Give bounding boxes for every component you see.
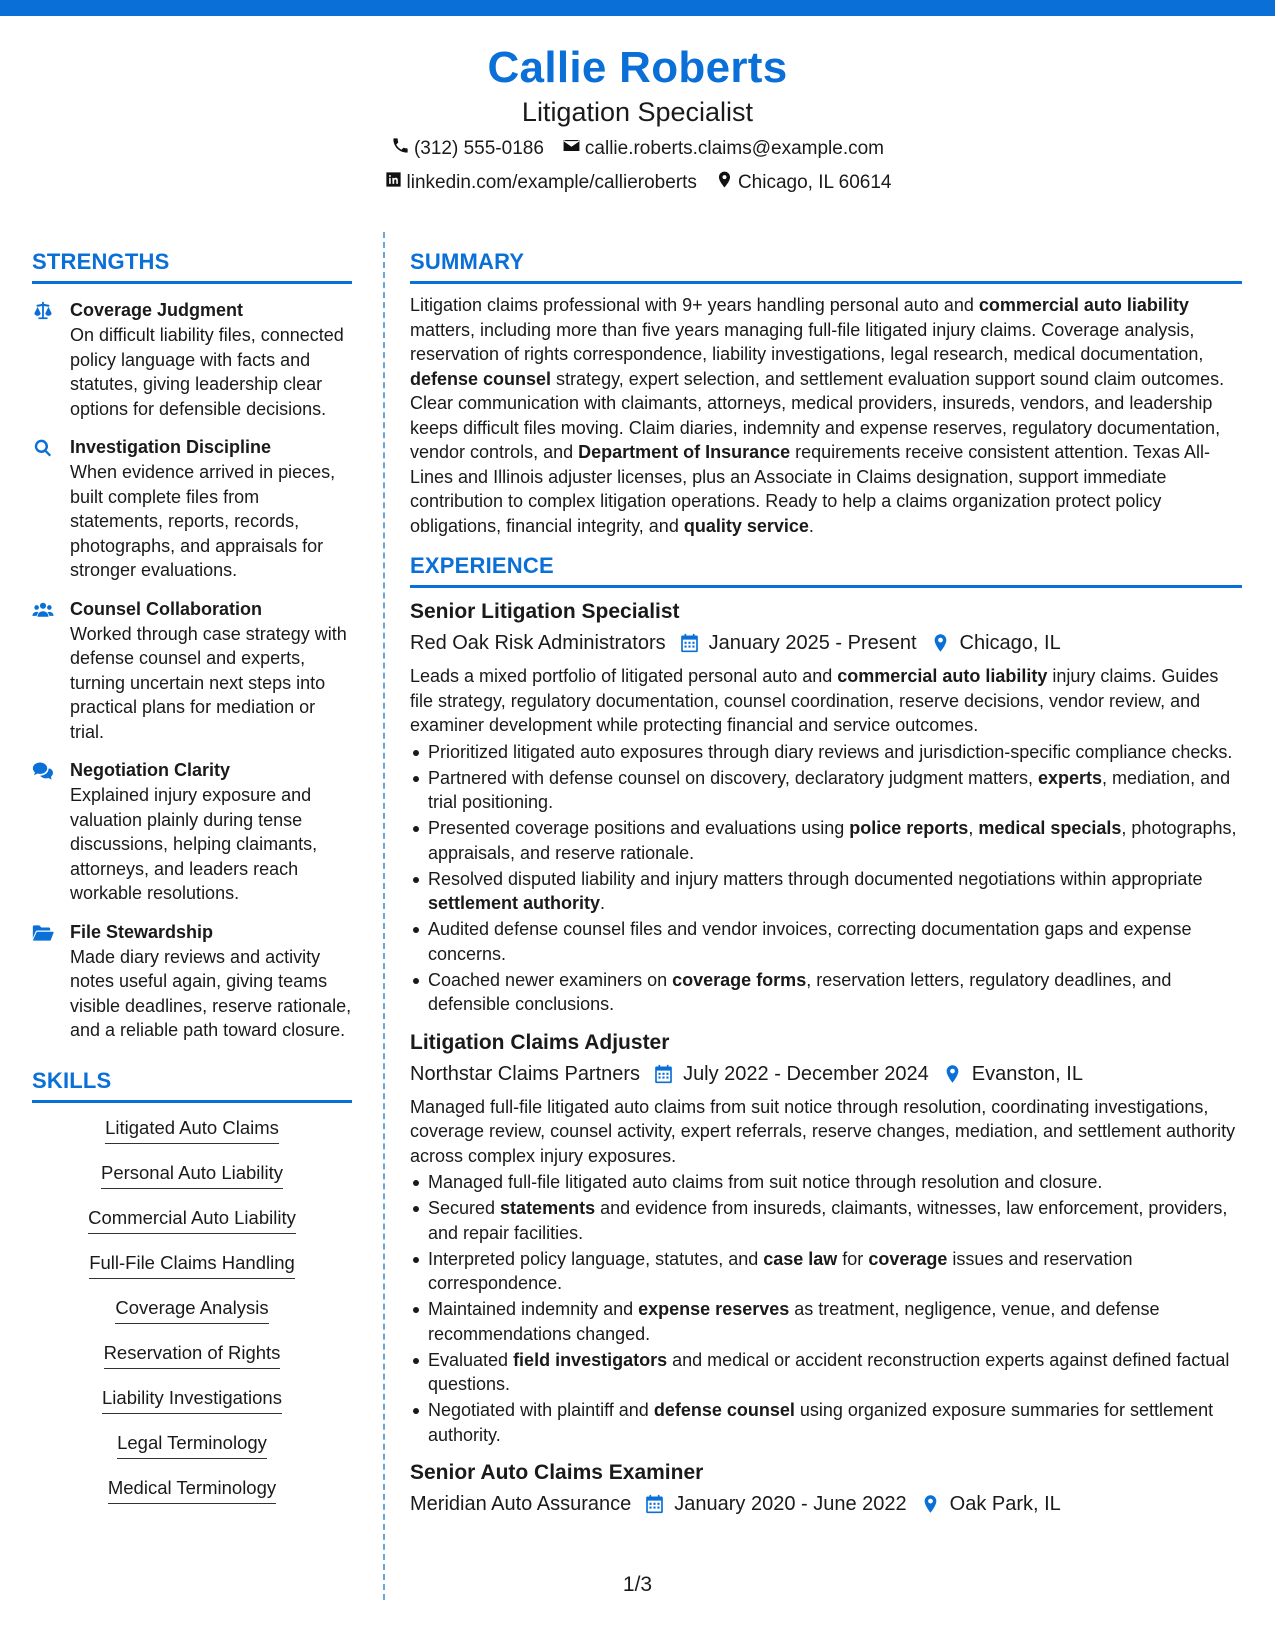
strength-text: On difficult liability files, connected policy language with facts and statutes, giving leadership clear options for defensible decisions.: [70, 325, 344, 419]
job-dates: January 2020 - June 2022: [674, 1493, 907, 1515]
bullet-item: [410, 766, 1242, 815]
summary-text: [410, 293, 1242, 538]
bullet-item: [410, 867, 1242, 916]
job-location: Chicago, IL: [959, 632, 1061, 654]
map-pin-icon: [931, 633, 950, 653]
bold-text: statements: [500, 1198, 596, 1218]
job-location: Evanston, IL: [971, 1062, 1083, 1085]
contact-email[interactable]: [562, 136, 884, 162]
text-run: using organized exposure summaries for settlement authority.: [428, 1400, 1214, 1445]
job-title: Litigation Claims Adjuster: [410, 1030, 670, 1054]
strength-body: [70, 435, 352, 583]
strength-text: When evidence arrived in pieces, built complete files from statements, reports, records, photographs, and appraisals for stronger evaluations.: [70, 462, 336, 580]
calendar-icon: [680, 633, 699, 653]
bold-text: field investigators: [513, 1349, 668, 1370]
job-bullets: [410, 740, 1242, 1017]
text-run: Interpreted policy language, statutes, and: [428, 1248, 764, 1269]
bold-text: experts: [1037, 767, 1103, 788]
text-run: Coached newer examiners on: [428, 969, 673, 990]
search-icon: [32, 435, 70, 583]
strength-title: Counsel Collaboration: [70, 598, 263, 619]
folder-open-icon: [32, 920, 70, 1043]
map-pin-icon: [715, 170, 734, 196]
text-run: Partnered with defense counsel on discovery, declaratory judgment matters,: [428, 767, 1038, 788]
text-run: requirements receive consistent attention. Texas All-Lines and Illinois adjuster licenses, plus an Associate in Claims designation, support immediate contribution to complex litigation operations. Ready to help a claims organization protect policy obligations, financial integrity, and: [410, 442, 1211, 536]
bold-text: quality service: [683, 515, 809, 536]
text-run: strategy, expert selection, and settlement evaluation support sound claim outcomes. Clear communication with claimants, attorneys, medical providers, insureds, vendors, and leadership keeps difficult files moving. Claim diaries, indemnity and expense reserves, regulatory documentation, vendor controls, and: [410, 368, 1225, 462]
text-run: injury claims. Guides file strategy, regulatory documentation, counsel coordination, reserve decisions, vendor review, and examiner development while protecting financial and service outcomes.: [410, 666, 1219, 735]
text-run: issues and reservation correspondence.: [428, 1248, 1133, 1293]
envelope-icon: [562, 136, 581, 162]
strength-item: [32, 597, 352, 745]
skill-tag: Medical Terminology: [108, 1475, 276, 1504]
bullet-item: [410, 1297, 1242, 1346]
bold-text: settlement authority: [428, 893, 601, 913]
contact-phone[interactable]: [391, 136, 544, 162]
experience-heading: EXPERIENCE: [410, 552, 1242, 588]
strength-text: Explained injury exposure and valuation plainly during tense discussions, helping claimants, attorneys, and leaders reach workable resolutions.: [70, 785, 318, 903]
job-entry: [410, 598, 1242, 1017]
left-column: [32, 248, 352, 1520]
strength-title: Negotiation Clarity: [70, 760, 231, 780]
bold-text: defense counsel: [653, 1400, 795, 1420]
strength-item: [32, 758, 352, 906]
phone-icon: [391, 136, 410, 162]
bold-text: expense reserves: [638, 1299, 790, 1319]
bold-text: defense counsel: [410, 368, 552, 389]
job-company: Northstar Claims Partners: [410, 1062, 641, 1085]
skill-tag: Legal Terminology: [117, 1430, 267, 1459]
strengths-list: [32, 298, 352, 1043]
contact-row-secondary: [0, 170, 1275, 196]
strength-body: [70, 758, 352, 906]
job-meta: [410, 1060, 1242, 1088]
candidate-name: Callie Roberts: [487, 43, 788, 92]
strength-item: [32, 920, 352, 1043]
text-run: and evidence from insureds, claimants, witnesses, law enforcement, providers, and repair facilities.: [428, 1198, 1228, 1243]
scale-icon: [32, 298, 70, 421]
text-run: Negotiated with plaintiff and: [428, 1400, 654, 1420]
bullet-item: [410, 1196, 1242, 1245]
strength-body: [70, 920, 352, 1043]
text-run: Managed full-file litigated auto claims from suit notice through resolution, coordinating investigations, coverage review, counsel activity, expert referrals, reserve changes, mediation, and settlement authority across complex injury exposures.: [410, 1096, 1236, 1166]
text-run: as treatment, negligence, venue, and defense recommendations changed.: [428, 1299, 1160, 1344]
skill-row: [32, 1250, 352, 1295]
text-run: Audited defense counsel files and vendor invoices, correcting documentation gaps and expense concerns.: [428, 919, 1192, 964]
bold-text: commercial auto liability: [837, 666, 1048, 686]
skill-row: [32, 1205, 352, 1250]
text-run: , photographs, appraisals, and reserve rationale.: [428, 818, 1237, 863]
bullet-item: [410, 1170, 1242, 1195]
strengths-heading: STRENGTHS: [32, 248, 352, 284]
skill-tag: Litigated Auto Claims: [105, 1115, 279, 1144]
job-entry: [410, 1459, 1242, 1518]
text-run: and medical or accident reconstruction experts against defined factual questions.: [428, 1349, 1230, 1394]
column-divider: [383, 232, 385, 1600]
contact-row-primary: [0, 136, 1275, 162]
text-run: ,: [968, 818, 979, 838]
comments-icon: [32, 758, 70, 906]
strength-text: Worked through case strategy with defense counsel and experts, turning uncertain next steps into practical plans for mediation or trial.: [70, 623, 347, 742]
bold-text: coverage forms: [672, 969, 807, 990]
skill-row: [32, 1295, 352, 1340]
bullet-item: [410, 1247, 1242, 1296]
skill-row: [32, 1385, 352, 1430]
strength-title: Investigation Discipline: [70, 437, 272, 457]
bullet-item: [410, 740, 1242, 765]
job-description: [410, 664, 1242, 738]
bold-text: case law: [763, 1248, 838, 1269]
job-dates: July 2022 - December 2024: [683, 1062, 929, 1085]
skill-tag: Commercial Auto Liability: [88, 1205, 296, 1234]
job-meta: [410, 1490, 1242, 1518]
strength-title: File Stewardship: [70, 921, 214, 942]
summary-heading: SUMMARY: [410, 248, 1242, 284]
bold-text: Department of Insurance: [578, 442, 791, 462]
strength-body: [70, 298, 352, 421]
experience-list: [410, 598, 1242, 1518]
bullet-item: [410, 816, 1242, 865]
text-run: Litigation claims professional with 9+ years handling personal auto and: [410, 295, 979, 315]
map-pin-icon: [943, 1064, 962, 1084]
text-run: for: [837, 1248, 869, 1269]
linkedin-text: linkedin.com/example/callieroberts: [406, 172, 697, 193]
skills-heading: SKILLS: [32, 1067, 352, 1103]
contact-location: [715, 170, 892, 196]
text-run: Leads a mixed portfolio of litigated personal auto and: [410, 666, 838, 686]
bold-text: police reports: [849, 818, 969, 838]
text-run: .: [808, 515, 814, 536]
bullet-item: [410, 968, 1242, 1017]
text-run: Managed full-file litigated auto claims from suit notice through resolution and closure.: [428, 1172, 1103, 1192]
text-run: , mediation, and trial positioning.: [428, 767, 1231, 812]
calendar-icon: [645, 1494, 664, 1514]
bold-text: coverage: [868, 1248, 948, 1269]
job-bullets: [410, 1170, 1242, 1447]
text-run: Maintained indemnity and: [428, 1299, 639, 1319]
skill-row: [32, 1115, 352, 1160]
top-accent-bar: [0, 0, 1275, 16]
strength-body: [70, 597, 352, 745]
bullet-item: [410, 917, 1242, 966]
right-column: [410, 248, 1242, 1518]
skill-tag: Coverage Analysis: [115, 1295, 268, 1324]
text-run: Secured: [428, 1198, 501, 1218]
text-run: Prioritized litigated auto exposures through diary reviews and jurisdiction-specific compliance checks.: [428, 741, 1233, 762]
text-run: Evaluated: [428, 1349, 514, 1370]
phone-text: (312) 555-0186: [413, 138, 544, 159]
linkedin-icon: [384, 170, 403, 196]
bullet-item: [410, 1348, 1242, 1397]
email-text: callie.roberts.claims@example.com: [584, 138, 885, 159]
candidate-title: Litigation Specialist: [521, 97, 754, 127]
strength-text: Made diary reviews and activity notes useful again, giving teams visible deadlines, reserve rationale, and a reliable path toward closure.: [70, 946, 352, 1040]
job-meta: [410, 629, 1242, 657]
contact-linkedin[interactable]: [384, 170, 697, 196]
skill-row: [32, 1475, 352, 1520]
calendar-icon: [654, 1064, 673, 1084]
job-dates: January 2025 - Present: [708, 632, 917, 654]
skill-tag: Liability Investigations: [102, 1385, 282, 1414]
text-run: matters, including more than five years managing full-file litigated injury claims. Coverage analysis, reservation of rights correspondence, liability investigations, legal research, medical documentation,: [410, 319, 1204, 364]
text-run: .: [600, 893, 606, 913]
map-pin-icon: [921, 1494, 940, 1514]
job-company: Meridian Auto Assurance: [410, 1493, 632, 1515]
skill-tag: Reservation of Rights: [104, 1340, 281, 1369]
job-company: Red Oak Risk Administrators: [410, 632, 666, 654]
text-run: , reservation letters, regulatory deadlines, and defensible conclusions.: [428, 969, 1172, 1014]
bullet-item: [410, 1398, 1242, 1447]
skill-tag: Personal Auto Liability: [101, 1160, 283, 1189]
users-icon: [32, 597, 70, 745]
strength-title: Coverage Judgment: [70, 300, 244, 320]
job-description: [410, 1095, 1242, 1169]
resume-header: [0, 42, 1275, 196]
page-number: 1/3: [622, 1573, 653, 1596]
location-text: Chicago, IL 60614: [737, 172, 892, 193]
strength-item: [32, 298, 352, 421]
bold-text: commercial auto liability: [978, 295, 1189, 315]
text-run: Presented coverage positions and evaluations using: [428, 818, 850, 838]
skill-row: [32, 1340, 352, 1385]
job-title: Senior Auto Claims Examiner: [410, 1461, 704, 1484]
job-entry: [410, 1029, 1242, 1448]
text-run: Resolved disputed liability and injury matters through documented negotiations within appropriate: [428, 868, 1203, 889]
strength-item: [32, 435, 352, 583]
skill-row: [32, 1160, 352, 1205]
skill-row: [32, 1430, 352, 1475]
bold-text: medical specials: [978, 818, 1122, 838]
job-location: Oak Park, IL: [949, 1493, 1061, 1515]
job-title: Senior Litigation Specialist: [410, 600, 680, 623]
skill-tag: Full-File Claims Handling: [89, 1250, 295, 1279]
skills-list: [32, 1115, 352, 1520]
